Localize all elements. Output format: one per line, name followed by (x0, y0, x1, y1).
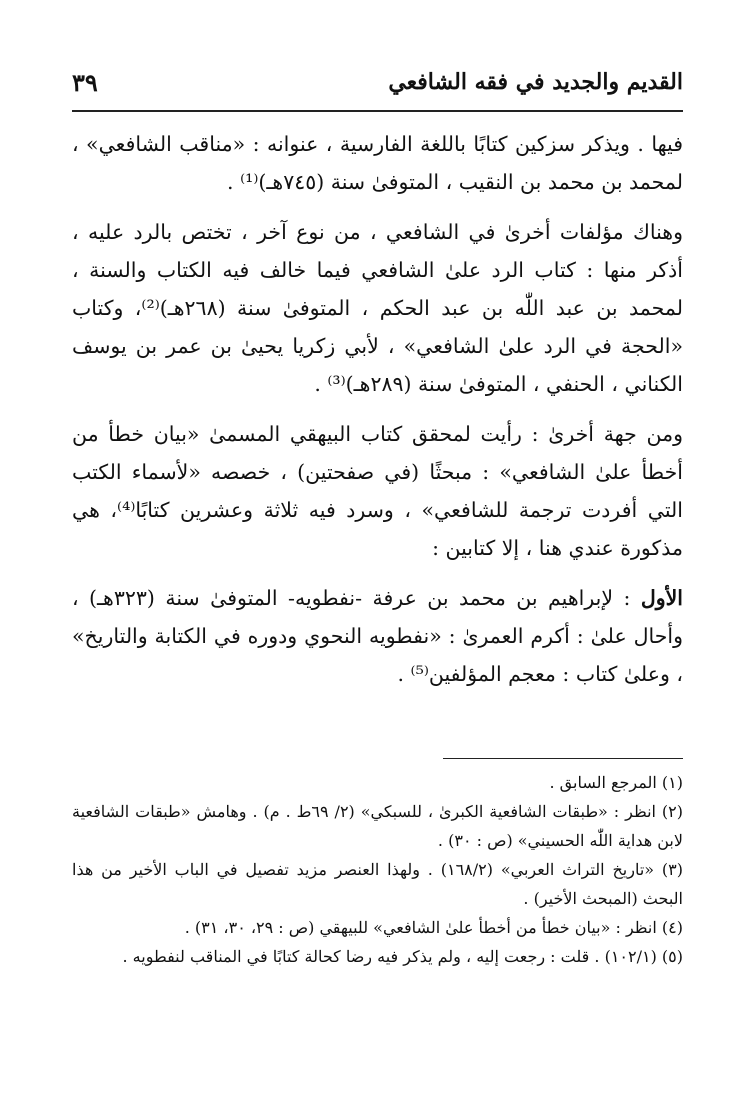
footnote-2: (٢) انظر : «طبقات الشافعية الكبرىٰ ، للسبكي» (٢/ ٦٩ط . م) . وهامش «طبقات الشافعية لابن هداية اللّٰه الحسيني» (ص : ٣٠) . (72, 802, 683, 850)
header-title: القديم والجديد في فقه الشافعي (388, 69, 683, 95)
paragraph-3: ومن جهة أخرىٰ : رأيت لمحقق كتاب البيهقي المسمىٰ «بيان خطأ من أخطأ علىٰ الشافعي» : مبحثًا (في صفحتين) ، خصصه «لأسماء الكتب التي أفردت ترجمة للشافعي» ، وسرد فيه ثلاثة وعشرين كتابًا⁽⁴⁾، هي مذكورة عندي هنا ، إلا كتابين : (72, 422, 683, 560)
footnote-rule (443, 758, 683, 759)
footnote-5: (٥) (١٠٢/١) . قلت : رجعت إليه ، ولم يذكر فيه رضا كحالة كتابًا في المناقب لنفطويه . (122, 947, 683, 966)
page-number: ٣٩ (72, 67, 98, 97)
footnote-1: (١) المرجع السابق . (549, 773, 683, 792)
paragraph-4 (72, 579, 683, 693)
paragraph-4-text: : لإبراهيم بن محمد بن عرفة -نفطويه- المتوفىٰ سنة (٣٢٣هـ) ، وأحال علىٰ : أكرم العمرىٰ : «نفطويه النحوي ودوره في الكتابة والتاريخ» ، وعلىٰ كتاب : معجم المؤلفين⁽⁵⁾ . (72, 586, 683, 686)
footnotes (72, 768, 683, 971)
paragraph-4-lead: الأول (640, 586, 683, 610)
running-header (72, 60, 683, 104)
header-rule (72, 110, 683, 112)
paragraph-2: وهناك مؤلفات أخرىٰ في الشافعي ، من نوع آخر ، تختص بالرد عليه ، أذكر منها : كتاب الرد علىٰ الشافعي فيما خالف فيه الكتاب والسنة ، لمحمد بن عبد اللّٰه بن عبد الحكم ، المتوفىٰ سنة (٢٦٨هـ)⁽²⁾، وكتاب «الحجة في الرد علىٰ الشافعي» ، لأبي زكريا يحيىٰ بن عمر بن يوسف الكناني ، الحنفي ، المتوفىٰ سنة (٢٨٩هـ)⁽³⁾ . (72, 220, 683, 396)
footnote-3: (٣) «تاريخ التراث العربي» (١٦٨/٢) . ولهذا العنصر مزيد تفصيل في الباب الأخير من هذا البحث (المبحث الأخير) . (72, 860, 683, 908)
main-text (72, 125, 683, 693)
footnote-4: (٤) انظر : «بيان خطأ من أخطأ علىٰ الشافعي» للبيهقي (ص : ٢٩، ٣٠، ٣١) . (184, 918, 683, 937)
paragraph-1: فيها . ويذكر سزكين كتابًا باللغة الفارسية ، عنوانه : «مناقب الشافعي» ، لمحمد بن محمد بن النقيب ، المتوفىٰ سنة (٧٤٥هـ)⁽¹⁾ . (72, 132, 683, 194)
